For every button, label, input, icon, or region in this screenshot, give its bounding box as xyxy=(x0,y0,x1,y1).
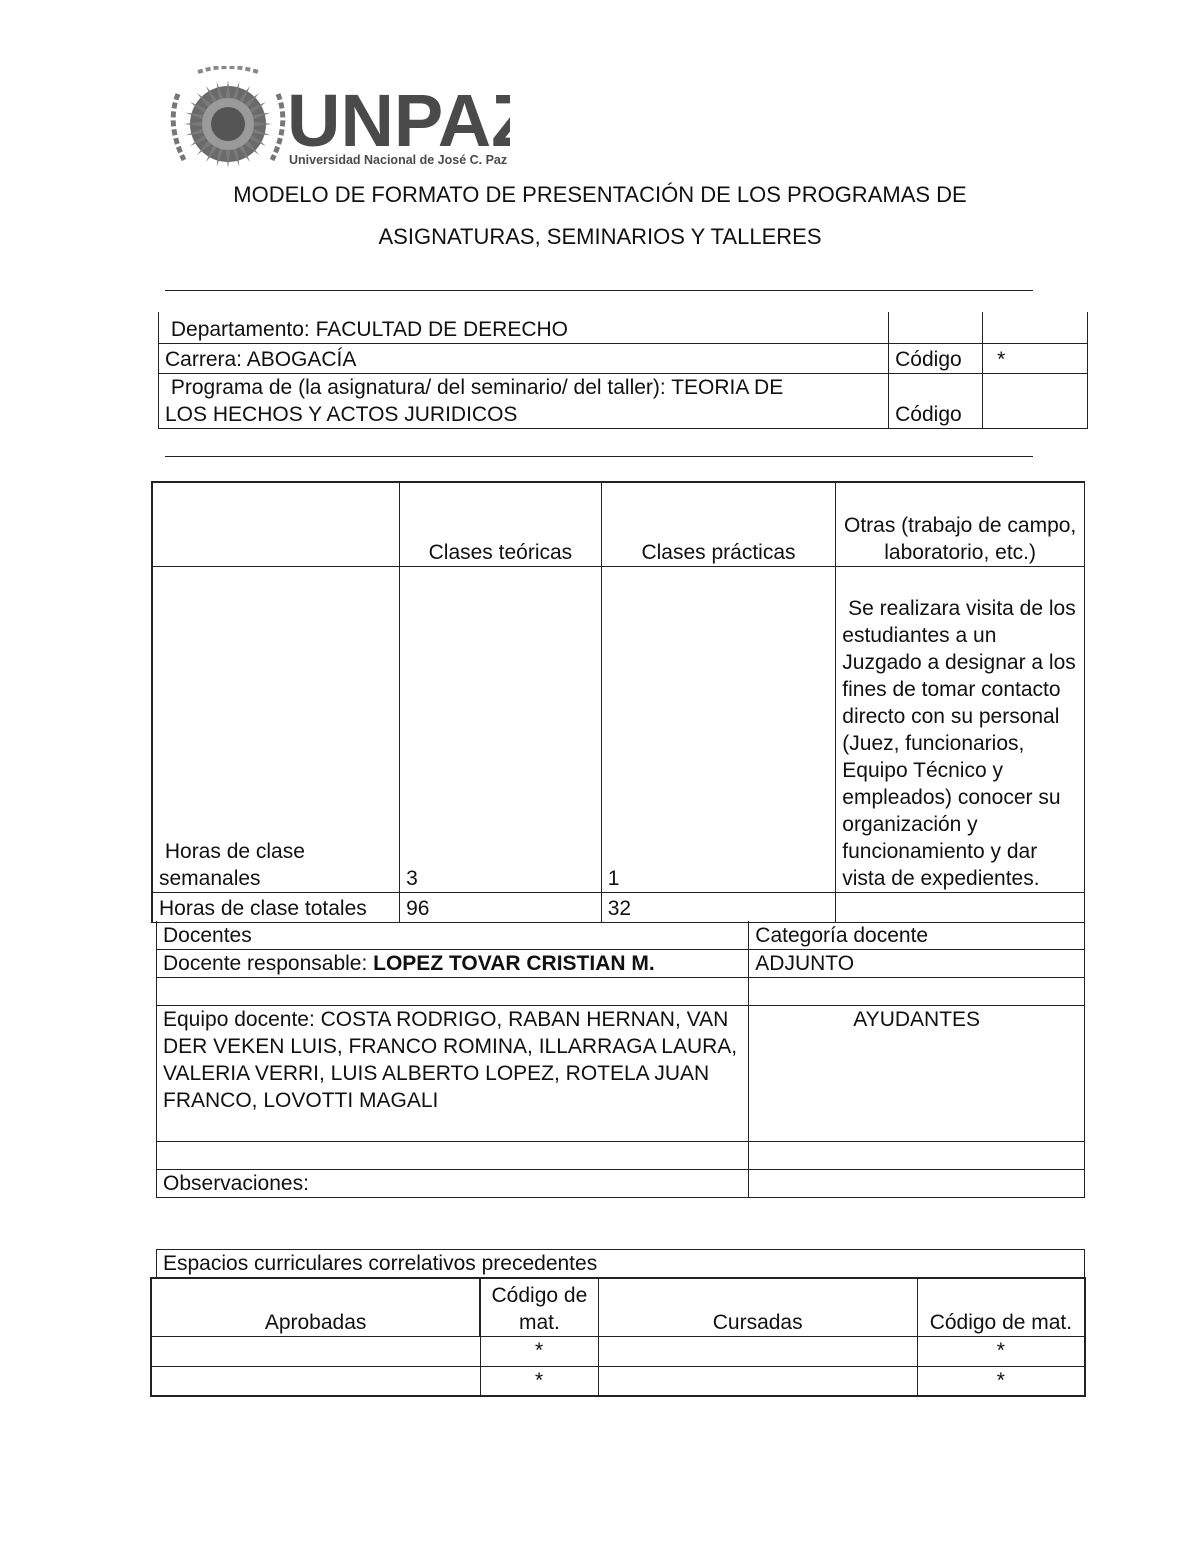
responsable-name: LOPEZ TOVAR CRISTIAN M. xyxy=(373,951,655,975)
categoria-header: Categoría docente xyxy=(749,921,1085,949)
unpaz-logo xyxy=(165,66,510,184)
correlativos-title: Espacios curriculares correlativos precedentes xyxy=(157,1250,1085,1278)
programa-cell: Programa de (la asignatura/ del seminario/ del taller): TEORIA DE LOS HECHOS Y ACTOS JURIDICOS xyxy=(159,373,889,428)
row-semanales-label: Horas de clase semanales xyxy=(152,566,400,892)
hours-table xyxy=(151,481,1085,923)
table-row: * * xyxy=(151,1336,1085,1366)
page-title-line2: ASIGNATURAS, SEMINARIOS Y TALLERES xyxy=(378,224,822,249)
col-teoricas: Clases teóricas xyxy=(400,482,602,566)
divider-middle xyxy=(165,456,1033,457)
col-practicas: Clases prácticas xyxy=(601,482,836,566)
logo-subtitle: Universidad Nacional de José C. Paz xyxy=(289,153,508,167)
departamento-cell: Departamento: FACULTAD DE DERECHO xyxy=(159,312,889,343)
col-codigo-mat-2: Código de mat. xyxy=(917,1278,1085,1336)
table-row: * * xyxy=(151,1366,1085,1396)
responsable-categoria: ADJUNTO xyxy=(749,949,1085,977)
docentes-header: Docentes xyxy=(157,921,749,949)
row-semanales-otras: Se realizara visita de los estudiantes a un Juzgado a designar a los fines de tomar contacto directo con su personal (Juez, funcionarios, Equipo Técnico y empleados) conocer su organización y funcionamiento y dar vista de expedientes. xyxy=(836,566,1085,892)
correlativos-title-table xyxy=(156,1249,1085,1278)
row-totales-label: Horas de clase totales xyxy=(152,892,400,922)
col-aprobadas: Aprobadas xyxy=(151,1278,480,1336)
row-semanales-practicas: 1 xyxy=(601,566,836,892)
correlativos-table xyxy=(150,1277,1086,1397)
carrera-cell: Carrera: ABOGACÍA xyxy=(159,343,889,373)
row-totales-practicas: 32 xyxy=(601,892,836,922)
carrera-codigo-label: Código xyxy=(889,343,983,373)
docente-responsable: Docente responsable: LOPEZ TOVAR CRISTIAN M. xyxy=(157,949,749,977)
sun-laurel-emblem-icon xyxy=(165,66,510,184)
observaciones: Observaciones: xyxy=(157,1169,749,1197)
docentes-table xyxy=(156,921,1085,1198)
carrera-codigo-value: * xyxy=(983,343,1088,373)
programa-codigo-label: Código xyxy=(889,373,983,428)
header-table xyxy=(158,312,1088,429)
equipo-docente: Equipo docente: COSTA RODRIGO, RABAN HERNAN, VAN DER VEKEN LUIS, FRANCO ROMINA, ILLARRAGA LAURA, VALERIA VERRI, LUIS ALBERTO LOPEZ, ROTELA JUAN FRANCO, LOVOTTI MAGALI xyxy=(157,1005,749,1141)
page-title-line1: MODELO DE FORMATO DE PRESENTACIÓN DE LOS PROGRAMAS DE xyxy=(233,182,967,207)
row-totales-teoricas: 96 xyxy=(400,892,602,922)
divider-top xyxy=(165,290,1033,291)
col-cursadas: Cursadas xyxy=(598,1278,917,1336)
equipo-categoria: AYUDANTES xyxy=(749,1005,1085,1141)
logo-wordmark: UNPA xyxy=(287,79,492,162)
row-semanales-teoricas: 3 xyxy=(400,566,602,892)
col-codigo-mat-1: Código de mat. xyxy=(480,1278,598,1336)
col-otras: Otras (trabajo de campo, laboratorio, etc.) xyxy=(836,482,1085,566)
